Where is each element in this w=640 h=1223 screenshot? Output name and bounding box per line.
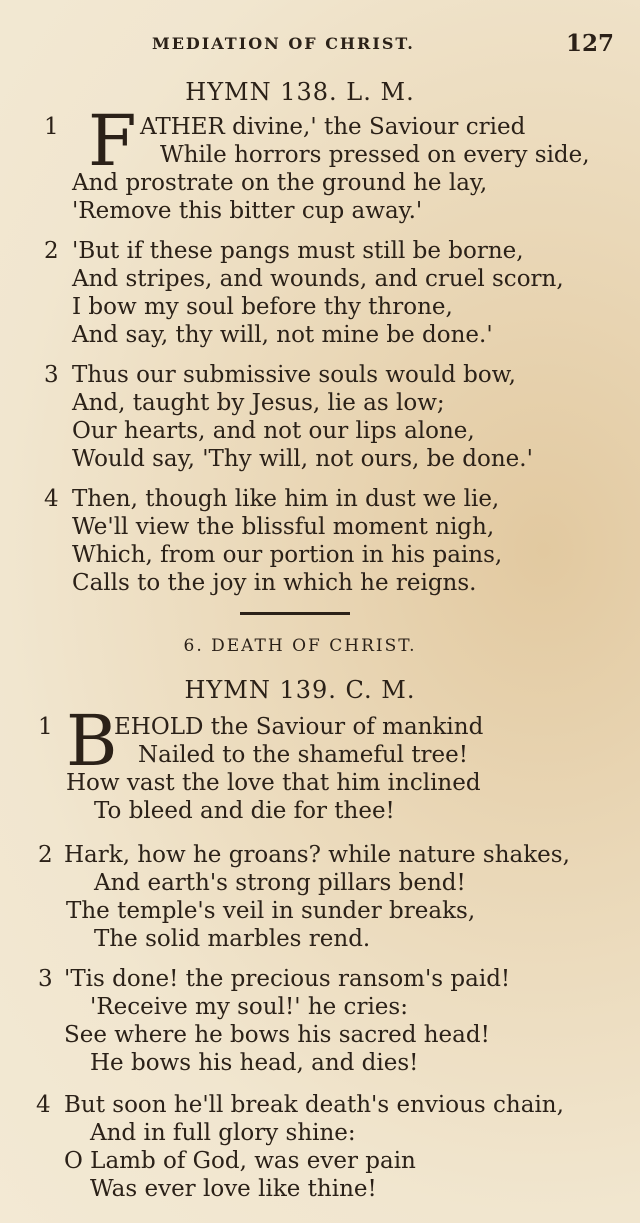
stanza-number: 3 <box>38 966 53 992</box>
stanza-line: And earth's strong pillars bend! <box>94 870 466 896</box>
stanza-line: Hark, how he groans? while nature shakes, <box>64 842 570 868</box>
stanza-line: EHOLD the Saviour of mankind <box>114 714 484 740</box>
stanza-line: 'Tis done! the precious ransom's paid! <box>64 966 511 992</box>
stanza-line: How vast the love that him inclined <box>66 770 481 796</box>
stanza-line: O Lamb of God, was ever pain <box>64 1148 416 1174</box>
stanza-line: Which, from our portion in his pains, <box>72 542 503 568</box>
stanza-number: 4 <box>36 1092 51 1118</box>
stanza-line: 'Remove this bitter cup away.' <box>72 198 423 224</box>
stanza-line: Our hearts, and not our lips alone, <box>72 418 475 444</box>
stanza-line: While horrors pressed on every side, <box>160 142 590 168</box>
section-heading: 6. DEATH OF CHRIST. <box>183 636 417 656</box>
stanza-number: 3 <box>44 362 59 388</box>
hymn-139-title: HYMN 139. C. M. <box>184 676 416 704</box>
stanza-number: 2 <box>38 842 53 868</box>
stanza-line: He bows his head, and dies! <box>90 1050 419 1076</box>
stanza-line: Thus our submissive souls would bow, <box>72 362 516 388</box>
stanza-line: The temple's veil in sunder breaks, <box>66 898 476 924</box>
stanza-line: And say, thy will, not mine be done.' <box>72 322 493 348</box>
stanza-line: ATHER divine,' the Saviour cried <box>140 114 526 140</box>
stanza-line: To bleed and die for thee! <box>94 798 395 824</box>
stanza-number: 2 <box>44 238 59 264</box>
stanza-line: Then, though like him in dust we lie, <box>72 486 500 512</box>
stanza-line: And stripes, and wounds, and cruel scorn, <box>72 266 564 292</box>
drop-cap: B <box>66 700 118 782</box>
stanza-line: And in full glory shine: <box>90 1120 356 1146</box>
page-number: 127 <box>566 30 615 57</box>
stanza-line: Would say, 'Thy will, not ours, be done.' <box>72 446 533 472</box>
hymn-138-title: HYMN 138. L. M. <box>185 78 415 106</box>
stanza-number: 1 <box>44 114 59 140</box>
stanza-line: I bow my soul before thy throne, <box>72 294 453 320</box>
stanza-number: 4 <box>44 486 59 512</box>
stanza-line: The solid marbles rend. <box>94 926 371 952</box>
stanza-line: And prostrate on the ground he lay, <box>72 170 488 196</box>
stanza-number: 1 <box>38 714 53 740</box>
stanza-line: Was ever love like thine! <box>90 1176 377 1202</box>
stanza-line: We'll view the blissful moment nigh, <box>72 514 495 540</box>
section-divider <box>240 612 350 615</box>
stanza-line: But soon he'll break death's envious chain, <box>64 1092 564 1118</box>
stanza-line: 'Receive my soul!' he cries: <box>90 994 408 1020</box>
running-head <box>0 32 640 60</box>
stanza-line: Calls to the joy in which he reigns. <box>72 570 477 596</box>
running-title: MEDIATION OF CHRIST. <box>152 34 415 53</box>
stanza-line: See where he bows his sacred head! <box>64 1022 490 1048</box>
stanza-line: 'But if these pangs must still be borne, <box>72 238 524 264</box>
stanza-line: And, taught by Jesus, lie as low; <box>72 390 445 416</box>
stanza-line: Nailed to the shameful tree! <box>138 742 469 768</box>
drop-cap: F <box>88 100 137 182</box>
